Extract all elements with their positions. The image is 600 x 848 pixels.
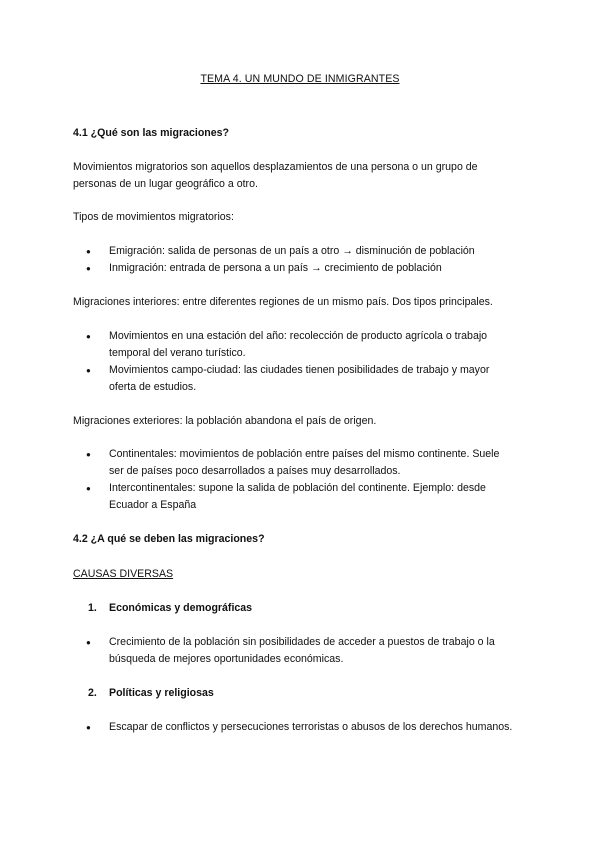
cause-1-number: 1.: [88, 602, 97, 614]
section-1-heading: 4.1 ¿Qué son las migraciones?: [73, 127, 230, 139]
list-item: [73, 362, 533, 396]
list-item-line-2: ser de países poco desarrollados a países muy desarrollados.: [109, 465, 401, 477]
list-item-line-2: temporal del verano turístico.: [109, 347, 246, 359]
numbered-item: [73, 600, 533, 617]
list-item-line-2: Ecuador a España: [109, 499, 197, 511]
list-item: [73, 719, 533, 736]
list-item: [73, 243, 533, 260]
interior-intro: Migraciones interiores: entre diferentes regiones de un mismo país. Dos tipos principales.: [73, 296, 493, 308]
numbered-item: [73, 685, 533, 702]
definition-line-2: personas de un lugar geográfico a otro.: [73, 178, 258, 190]
definition-line-1: Movimientos migratorios son aquellos desplazamientos de una persona o un grupo de: [73, 161, 478, 173]
definition-paragraph: [73, 159, 533, 193]
list-item-text: Escapar de conflictos y persecuciones terroristas o abusos de los derechos humanos.: [109, 721, 513, 733]
list-item-line-1: Intercontinentales: supone la salida de población del continente. Ejemplo: desde: [109, 482, 486, 494]
exterior-intro: Migraciones exteriores: la población abandona el país de origen.: [73, 415, 377, 427]
list-item-line-1: Movimientos campo-ciudad: las ciudades tienen posibilidades de trabajo y mayor: [109, 364, 490, 376]
cause-1-label: Económicas y demográficas: [109, 602, 253, 614]
interior-list: [73, 328, 533, 396]
section-2-heading: 4.2 ¿A qué se deben las migraciones?: [73, 533, 265, 545]
cause-2-label: Políticas y religiosas: [109, 687, 214, 699]
list-item: [73, 634, 533, 668]
list-item-line-1: Continentales: movimientos de población entre países del mismo continente. Suele: [109, 448, 500, 460]
list-item: [73, 328, 533, 362]
types-list: [73, 243, 533, 277]
list-item: [73, 480, 533, 514]
causes-heading: CAUSAS DIVERSAS: [73, 568, 174, 580]
list-item-line-2: oferta de estudios.: [109, 381, 197, 393]
exterior-list: [73, 446, 533, 514]
cause-2-number: 2.: [88, 687, 97, 699]
cause-2: [73, 685, 533, 702]
cause-2-list: [73, 719, 533, 736]
types-intro: Tipos de movimientos migratorios:: [73, 211, 234, 223]
list-item-line-2: búsqueda de mejores oportunidades económicas.: [109, 653, 344, 665]
list-item-text: Inmigración: entrada de persona a un país → crecimiento de población: [109, 262, 442, 274]
document-title: TEMA 4. UN MUNDO DE INMIGRANTES: [200, 73, 400, 85]
cause-1-list: [73, 634, 533, 668]
list-item: [73, 260, 533, 277]
cause-1: [73, 600, 533, 617]
list-item-line-1: Movimientos en una estación del año: recolección de producto agrícola o trabajo: [109, 330, 488, 342]
list-item-text: Emigración: salida de personas de un país a otro → disminución de población: [109, 245, 475, 257]
list-item-line-1: Crecimiento de la población sin posibilidades de acceder a puestos de trabajo o la: [109, 636, 495, 648]
list-item: [73, 446, 533, 480]
